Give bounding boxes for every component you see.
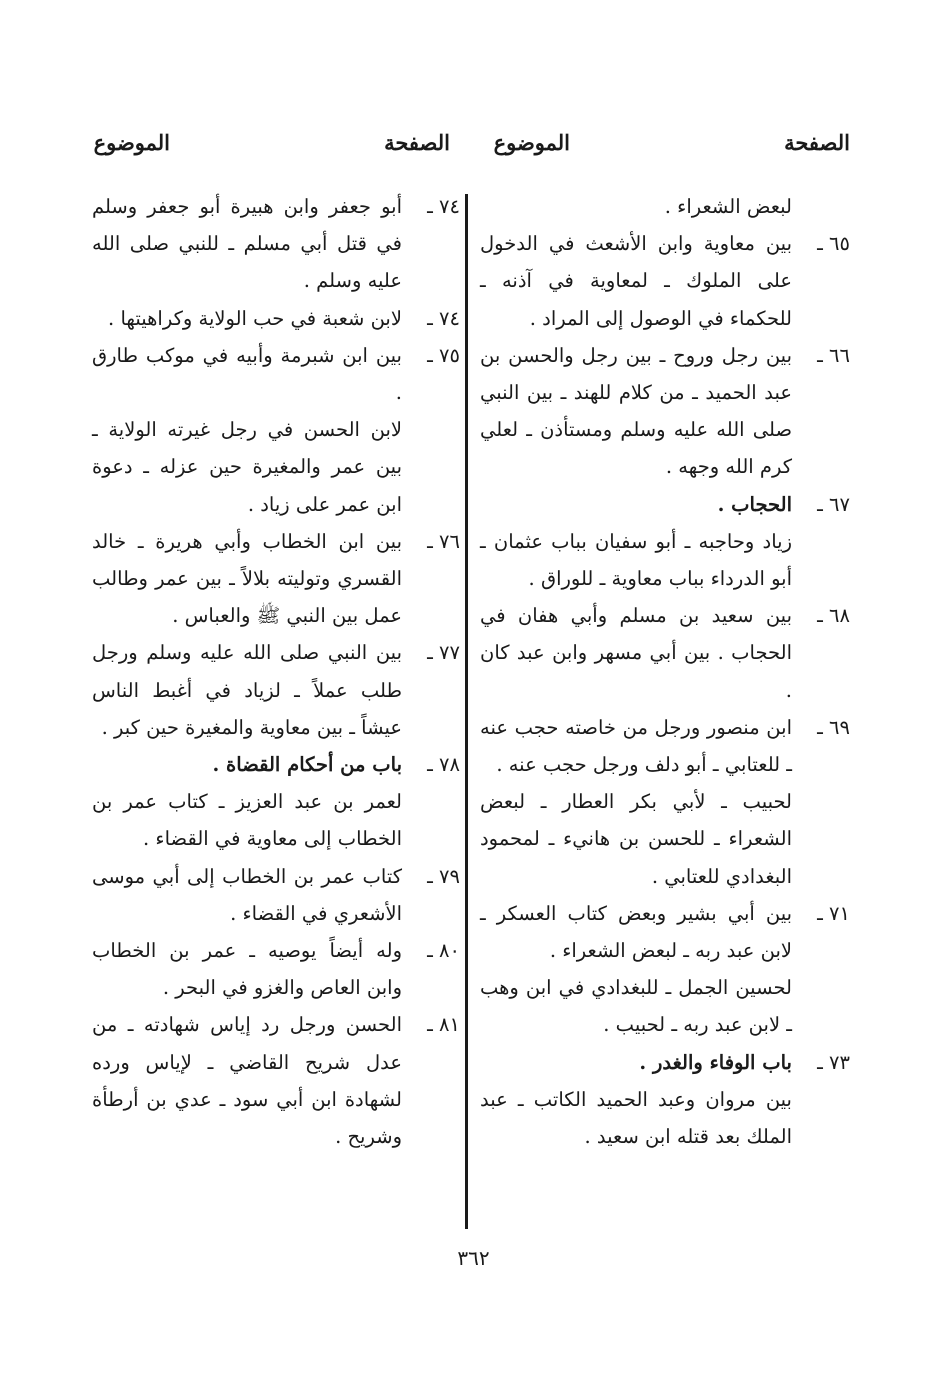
entry-text: بين أبي بشير وبعض كتاب العسكر ـ لابن عبد ربه ـ لبعض الشعراء . bbox=[480, 901, 792, 963]
entry-number: ٨١ ـ bbox=[427, 1013, 460, 1037]
right-page-header: الصفحة bbox=[784, 130, 850, 155]
entry-number: ٧٤ ـ bbox=[427, 195, 460, 218]
entry-text: ابن منصور ورجل من خاصته حجب عنه ـ للعتابي ـ أبو دلف ورجل حجب عنه . bbox=[480, 715, 792, 777]
list-item bbox=[480, 597, 850, 709]
list-item bbox=[92, 1006, 460, 1155]
list-item bbox=[480, 709, 850, 783]
left-entries bbox=[92, 188, 460, 1155]
entry-text: وله أيضاً يوصيه ـ عمر بن الخطاب وابن العاص والغزو في البحر . bbox=[92, 939, 402, 1000]
entry-text: الحجاب . bbox=[717, 492, 792, 516]
list-item bbox=[480, 1081, 850, 1155]
entry-text: الحسن ورجل رد إياس شهادته ـ من عدل شريح القاضي ـ لإياس ورده لشهادة ابن أبي سود ـ عدي بن أرطأة وشريح . bbox=[92, 1013, 402, 1149]
entry-text: زياد وحاجبه ـ أبو سفيان بباب عثمان ـ أبو الدرداء بباب معاوية ـ للوراق . bbox=[480, 529, 792, 591]
section-heading bbox=[480, 1044, 850, 1081]
entry-number: ٧٦ ـ bbox=[427, 529, 460, 553]
entry-number: ٦٧ ـ bbox=[817, 492, 850, 516]
entry-number: ٨٠ ـ bbox=[427, 939, 460, 963]
entry-text: بين النبي صلى الله عليه وسلم ورجل طلب عملاً ـ لزياد في أغبط الناس عيشاً ـ بين معاوية والمغيرة حين كبر . bbox=[92, 641, 402, 739]
entry-text: بين ابن الخطاب وأبي هريرة ـ خالد القسري وتوليته بلالاً ـ بين عمر وطالب عمل بين النبي ﷺ والعباس . bbox=[92, 529, 402, 628]
list-item bbox=[92, 337, 460, 411]
entry-number: ٧٨ ـ bbox=[427, 753, 460, 777]
right-topic-header: الموضوع bbox=[493, 130, 570, 155]
entry-number: ٧٧ ـ bbox=[427, 641, 460, 665]
entry-text: أبو جعفر وابن هبيرة أبو جعفر وسلم في قتل أبي مسلم ـ للنبي صلى الله عليه وسلم . bbox=[92, 195, 402, 293]
left-topic-header: الموضوع bbox=[93, 130, 170, 155]
entry-text: بين رجل وروح ـ بين رجل والحسن بن عبد الحميد ـ من كلام للهند ـ بين النبي صلى الله عليه وسلم ومستأذن ـ لعلي كرم الله وجهه . bbox=[480, 343, 792, 479]
entry-number: ٦٥ ـ bbox=[817, 232, 850, 256]
list-item bbox=[480, 523, 850, 597]
list-item bbox=[480, 337, 850, 486]
entry-text: لعمر بن عبد العزيز ـ كتاب عمر بن الخطاب إلى معاوية في القضاء . bbox=[92, 790, 402, 851]
entry-number: ٦٨ ـ bbox=[817, 604, 850, 628]
list-item bbox=[92, 783, 460, 857]
page-number: ٣٦٢ bbox=[457, 1246, 490, 1270]
entry-text: باب الوفاء والغدر . bbox=[639, 1050, 792, 1074]
section-heading bbox=[92, 746, 460, 783]
entry-number: ٧٣ ـ bbox=[817, 1050, 850, 1074]
entry-text: كتاب عمر بن الخطاب إلى أبي موسى الأشعري في القضاء . bbox=[92, 864, 402, 925]
list-item bbox=[92, 634, 460, 746]
section-heading bbox=[480, 486, 850, 523]
list-item bbox=[92, 188, 460, 300]
entry-text: باب من أحكام القضاة . bbox=[212, 753, 402, 777]
entry-number: ٧٩ ـ bbox=[427, 864, 460, 888]
list-item bbox=[92, 932, 460, 1006]
entry-number: ٦٦ ـ bbox=[817, 343, 850, 367]
entry-text: لابن شعبة في حب الولاية وكراهيتها . bbox=[108, 306, 402, 330]
entry-text: بين معاوية وابن الأشعث في الدخول على الملوك ـ لمعاوية في آذنه ـ للحكماء في الوصول إلى المراد . bbox=[480, 232, 792, 330]
list-item bbox=[92, 300, 460, 337]
entry-number: ٦٩ ـ bbox=[817, 715, 850, 739]
entry-text: لحبيب ـ لأبي بكر العطار ـ لبعض الشعراء ـ للحسن بن هانيء ـ لمحمود البغدادي للعتابي . bbox=[480, 790, 792, 888]
list-item bbox=[92, 411, 460, 523]
entry-text: بين ابن شبرمة وأبيه في موكب طارق . bbox=[92, 343, 402, 405]
entry-number: ٧٥ ـ bbox=[427, 343, 460, 367]
right-entries bbox=[480, 188, 850, 1155]
entry-text: بين سعيد بن مسلم وأبي هفان في الحجاب . بين أبي مسهر وابن عبد كان . bbox=[480, 604, 792, 702]
list-item bbox=[480, 783, 850, 895]
list-item bbox=[480, 969, 850, 1043]
left-page-header: الصفحة bbox=[384, 130, 450, 155]
list-item bbox=[480, 225, 850, 337]
list-item bbox=[480, 895, 850, 969]
list-item bbox=[92, 858, 460, 932]
entry-text: بين مروان وعبد الحميد الكاتب ـ عبد الملك بعد قتله ابن سعيد . bbox=[480, 1087, 792, 1149]
entry-text: لابن الحسن في رجل غيرته الولاية ـ بين عمر والمغيرة حين عزله ـ دعوة ابن عمر على زياد . bbox=[92, 418, 402, 516]
entry-number: ٧٤ ـ bbox=[427, 306, 460, 330]
entry-text: لحسين الجمل ـ للبغدادي في ابن وهب ـ لابن عبد ربه ـ لحبيب . bbox=[480, 976, 792, 1037]
list-item bbox=[480, 188, 850, 225]
column-divider bbox=[465, 194, 468, 1229]
entry-number: ٧١ ـ bbox=[817, 901, 850, 925]
list-item bbox=[92, 523, 460, 635]
entry-text: لبعض الشعراء . bbox=[664, 195, 792, 218]
